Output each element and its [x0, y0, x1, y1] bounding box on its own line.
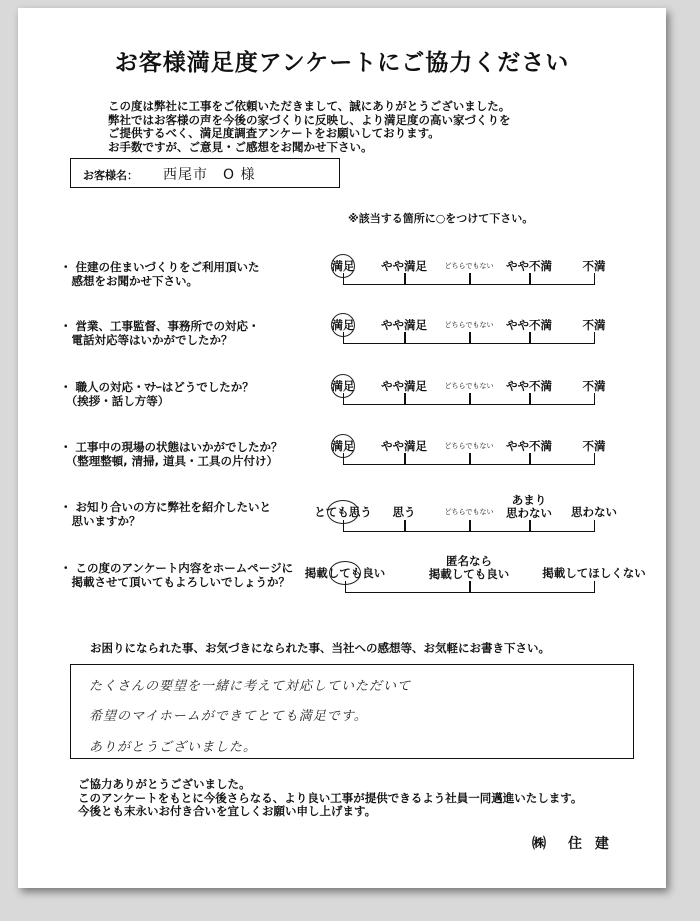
rating-option[interactable]: 満足 — [331, 439, 355, 453]
comment-line: たくさんの要望を一緒に考えて対応していただいて — [89, 679, 412, 694]
question-text: ・ 工事中の現場の状態はいかがでしたか？ （整理整頓, 清掃, 道具・工具の片付け） — [60, 440, 283, 468]
scale-tick — [404, 393, 406, 405]
rating-option[interactable]: 掲載しても良い — [304, 566, 386, 580]
rating-option[interactable]: やや満足 — [381, 318, 427, 332]
intro-line: お手数ですが、ご意見・ご感想をお聞かせ下さい。 — [108, 139, 373, 154]
scale-tick — [404, 273, 406, 285]
rating-option[interactable]: やや満足 — [381, 259, 427, 273]
scale-tick — [469, 581, 471, 593]
rating-option[interactable]: 満足 — [331, 259, 355, 273]
rating-option[interactable]: 不満 — [582, 259, 606, 273]
customer-name-box — [70, 158, 340, 188]
question-text: ・ お知り合いの方に弊社を紹介したいと 思いますか？ — [60, 500, 272, 528]
scale-tick — [469, 332, 471, 344]
rating-option[interactable]: 思う — [392, 505, 416, 519]
scale-tick — [529, 453, 531, 465]
comment-box — [70, 664, 634, 759]
rating-option[interactable]: 不満 — [582, 318, 606, 332]
scale-tick — [404, 332, 406, 344]
scale-tick — [469, 453, 471, 465]
rating-option[interactable]: やや不満 — [506, 439, 552, 453]
comment-line: ありがとうございました。 — [89, 740, 258, 755]
question-text: ・ この度のアンケート内容をホームページに 掲載させて頂いてもよろしいでしょうか？ — [60, 561, 294, 589]
rating-option[interactable]: やや不満 — [506, 318, 552, 332]
scale-tick — [404, 453, 406, 465]
rating-option[interactable]: やや不満 — [506, 379, 552, 393]
closing-line: ご協力ありがとうございました。 — [78, 777, 251, 791]
rating-option[interactable]: やや満足 — [381, 439, 427, 453]
rating-option[interactable]: 掲載してほしくない — [542, 566, 646, 580]
closing-line: このアンケートをもとに今後さらなる、より良い工事が提供できるよう社員一同邁進いたします。 — [78, 790, 583, 805]
rating-option[interactable]: 不満 — [582, 379, 606, 393]
rating-option[interactable]: あまり 思わない — [506, 493, 552, 520]
intro-line: 弊社ではお客様の声を今後の家づくりに反映し、より満足度の高い家づくりを — [108, 112, 511, 127]
page-title: お客様満足度アンケートにご協力ください — [114, 50, 570, 76]
rating-option[interactable]: 不満 — [582, 439, 606, 453]
question-text: ・ 営業、工事監督、事務所での対応・ 電話対応等はいかがでしたか？ — [60, 319, 260, 347]
customer-name-label: お客様名： — [83, 169, 138, 182]
survey-sheet — [18, 8, 666, 888]
scale-tick — [529, 393, 531, 405]
rating-option[interactable]: 匿名なら 掲載しても良い — [428, 554, 510, 581]
intro-line: この度は弊社に工事をご依頼いただきまして、誠にありがとうございました。 — [108, 99, 511, 113]
scale-tick — [529, 332, 531, 344]
rating-option[interactable]: やや不満 — [506, 259, 552, 273]
rating-option[interactable]: やや満足 — [381, 379, 427, 393]
instruction-note: ※該当する箇所に○をつけて下さい。 — [348, 212, 534, 225]
rating-option[interactable]: どちらでもない — [444, 382, 494, 390]
scale-tick — [469, 393, 471, 405]
scale-tick — [469, 273, 471, 285]
rating-option[interactable]: どちらでもない — [444, 508, 494, 516]
rating-option[interactable]: どちらでもない — [444, 262, 494, 270]
rating-option[interactable]: どちらでもない — [444, 321, 494, 329]
scale-tick — [469, 520, 471, 532]
rating-option[interactable]: 満足 — [331, 379, 355, 393]
rating-option[interactable]: どちらでもない — [444, 442, 494, 450]
scale-tick — [529, 273, 531, 285]
intro-text — [108, 100, 578, 154]
closing-line: 今後とも末永いお付き合いを宜しくお願い申し上げます。 — [78, 804, 377, 818]
closing-text — [78, 778, 648, 819]
intro-line: ご提供するべく、満足度調査アンケートをお願いしております。 — [108, 126, 440, 140]
comment-line: 希望のマイホームができてとても満足です。 — [89, 709, 368, 724]
scale-tick — [404, 520, 406, 532]
question-text: ・ 職人の対応・ﾏﾅｰはどうでしたか？ （挨拶・話し方等） — [60, 380, 254, 408]
rating-option[interactable]: 思わない — [571, 505, 617, 519]
rating-option[interactable]: 満足 — [331, 318, 355, 332]
customer-name-value: 西尾市 O 様 — [163, 167, 256, 183]
company-name: ㈱ 住 建 — [532, 836, 613, 852]
comment-label: お困りになられた事、お気づきになられた事、当社への感想等、お気軽にお書き下さい。 — [90, 641, 550, 655]
question-text: ・ 住建の住まいづくりをご利用頂いた 感想をお聞かせ下さい。 — [60, 260, 260, 288]
rating-option[interactable]: とても思う — [314, 505, 372, 519]
scale-tick — [529, 520, 531, 532]
